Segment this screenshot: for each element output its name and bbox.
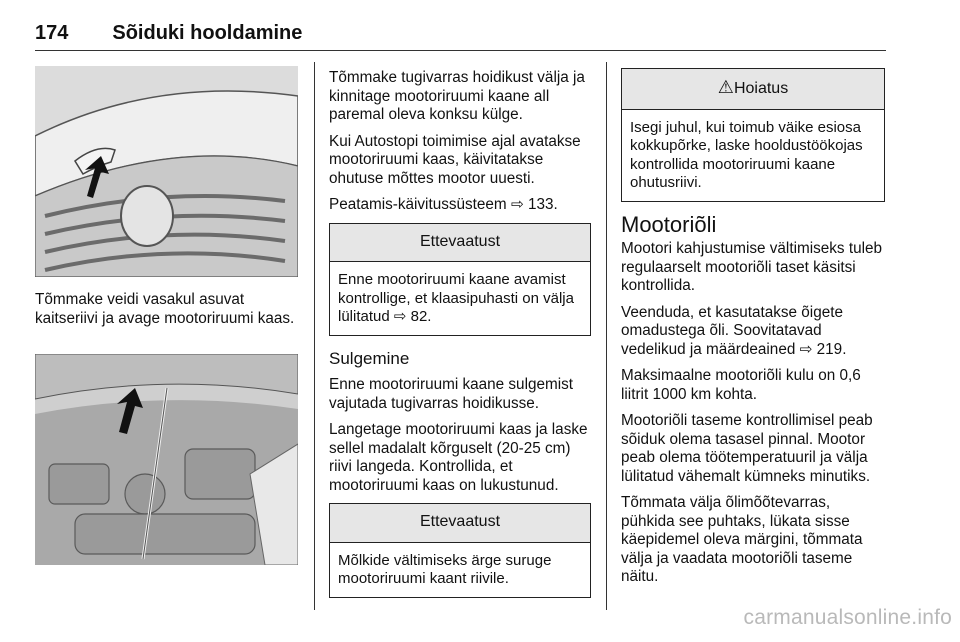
caution-title: Ettevaatust	[330, 504, 590, 543]
reference-arrow-icon: ⇨	[799, 340, 813, 358]
heading-engine-oil: Mootoriõli	[621, 211, 717, 237]
page-header	[35, 22, 302, 45]
paragraph-dipstick: Tõmmata välja õlimõõtevarras, pühkida see puhtaks, lükata sisse käepidemel oleva märgini, tõmmata välja ja vaadata mootoriõli taseme näitu.	[621, 494, 863, 585]
reference-arrow-icon: ⇨	[510, 196, 524, 213]
paragraph-oil-check: Mootori kahjustumise vältimiseks tuleb regulaarselt mootoriõli taset käsitsi kontrollida.	[621, 240, 882, 294]
warning-title: Hoiatus	[733, 80, 789, 97]
page-reference-link[interactable]: 82.	[410, 308, 432, 325]
paragraph-closing-2: Langetage mootoriruumi kaas ja laske sellel madalalt kõrguselt (20-25 cm) riivi langeda. Kontrollida, et mootoriruumi kaas on lukustunud.	[329, 421, 588, 494]
page-reference-link[interactable]: 133.	[528, 196, 558, 213]
column-3-text	[621, 62, 885, 595]
warning-title-bar	[622, 69, 884, 110]
page-number: 174	[35, 22, 69, 44]
caution-box-dents	[329, 503, 591, 598]
paragraph-autostop: Kui Autostopi toimimise ajal avatakse mootoriruumi kaas, käivitatakse ohutuse mõttes mootor uuesti.	[329, 132, 581, 187]
paragraph-stop-start-ref: Peatamis-käivitussüsteem ⇨ 133.	[329, 196, 558, 213]
watermark: carmanualsonline.info	[743, 606, 952, 629]
paragraph-oil-conditions: Mootoriõli taseme kontrollimisel peab sõiduk olema tasasel pinnal. Mootor peab olema töötemperatuuril ja välja lülitatud vähemalt kümneks minutiks.	[621, 412, 873, 485]
column-divider-2	[606, 62, 607, 610]
column-2-text	[329, 69, 591, 612]
page-reference-link[interactable]: 219.	[816, 340, 847, 358]
caution-body: Mõlkide vältimiseks ärge suruge mootoriruumi kaant riivile.	[338, 551, 552, 587]
section-title: Sõiduki hooldamine	[112, 22, 303, 44]
caution-title: Ettevaatust	[330, 224, 590, 263]
warning-triangle-icon: ⚠	[717, 77, 734, 97]
subheading-closing: Sulgemine	[329, 348, 410, 368]
figure-engine-bay-prop-rod	[35, 354, 298, 565]
figure-hood-latch	[35, 66, 298, 277]
caution-body: Enne mootoriruumi kaane avamist kontrollige, et klaasipuhasti on välja lülitatud ⇨ 82.	[338, 271, 574, 325]
column-divider-1	[314, 62, 315, 610]
header-rule	[35, 50, 886, 51]
paragraph-oil-consumption: Maksimaalne mootoriõli kulu on 0,6 liitrit 1000 km kohta.	[621, 367, 861, 403]
paragraph-prop-rod: Tõmmake tugivarras hoidikust välja ja kinnitage mootoriruumi kaane all paremal oleva konksu külge.	[329, 69, 585, 123]
figure1-caption: Tõmmake veidi vasakul asuvat kaitseriivi ja avage mootoriruumi kaas.	[35, 291, 295, 327]
caution-box-wiper	[329, 223, 591, 336]
warning-body: Isegi juhul, kui toimub väike esiosa kokkupõrke, laske hooldustöökojas kontrollida mootoriruumi kaane ohutusriivi.	[630, 118, 863, 191]
column-1-text	[35, 291, 297, 336]
paragraph-oil-spec: Veenduda, et kasutatakse õigete omadustega õli. Soovitatavad vedelikud ja määrdeained ⇨ 219.	[621, 303, 847, 358]
reference-arrow-icon: ⇨	[393, 308, 407, 325]
paragraph-closing-1: Enne mootoriruumi kaane sulgemist vajutada tugivarras hoidikusse.	[329, 376, 574, 412]
warning-box	[621, 68, 885, 202]
